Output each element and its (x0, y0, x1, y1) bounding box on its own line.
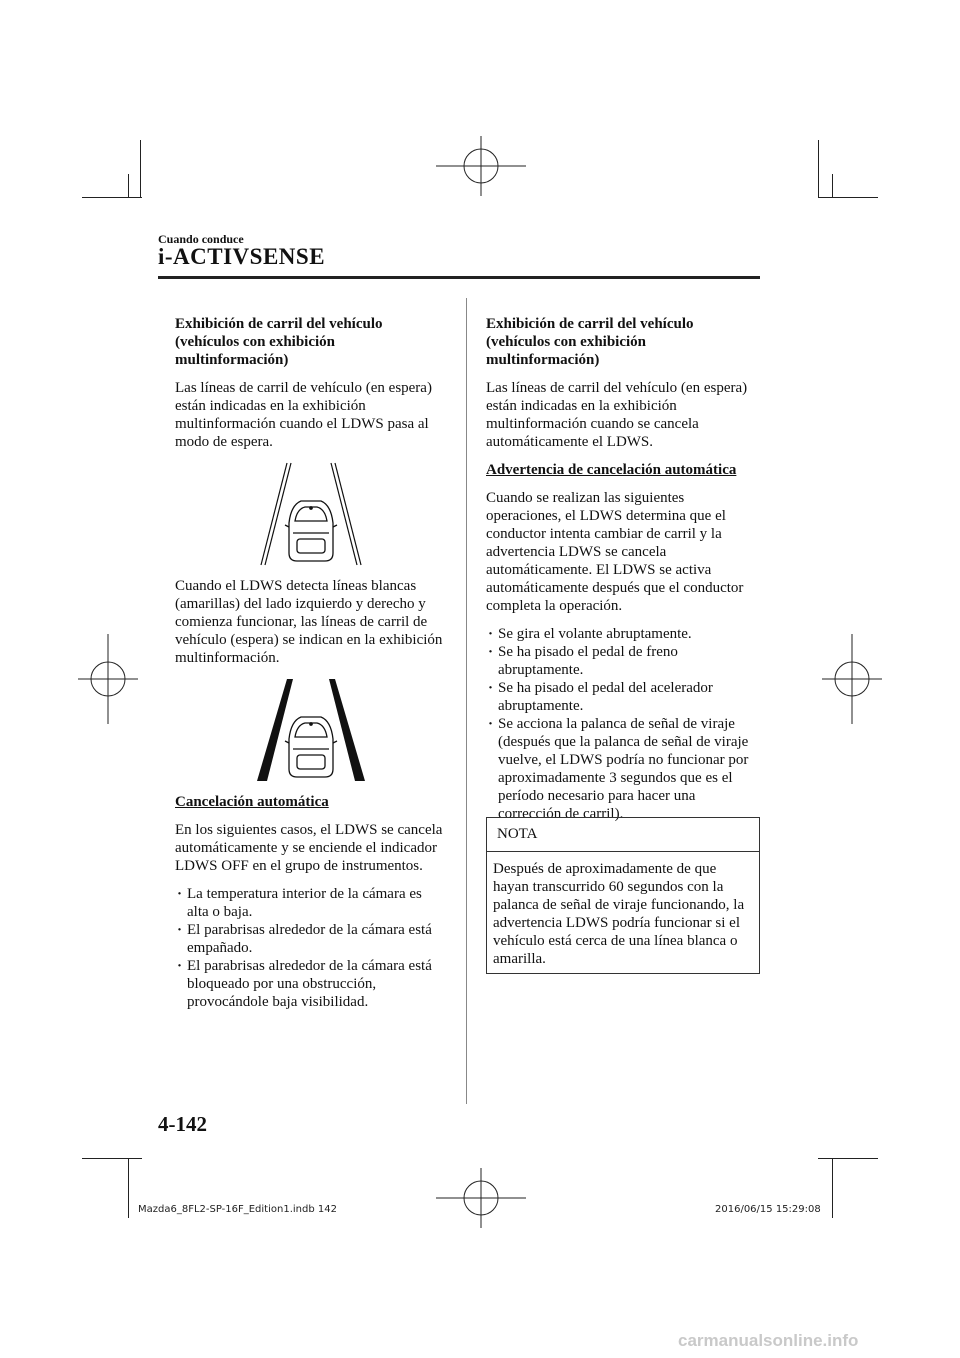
list-item: · Se ha pisado el pedal de freno abruptamente. (486, 643, 758, 679)
registration-mark-left-icon (78, 634, 138, 724)
watermark: carmanualsonline.info (678, 1331, 859, 1350)
list-item: · Se gira el volante abruptamente. (486, 625, 758, 643)
auto-cancel-paragraph: En los siguientes casos, el LDWS se cancela automáticamente y se enciende el indicador LDWS OFF en el grupo de instrumentos. (175, 822, 443, 874)
list-item: · Se ha pisado el pedal del acelerador abruptamente. (486, 679, 758, 715)
auto-cancel-heading: Cancelación automática (175, 794, 329, 810)
car-icon (285, 501, 337, 561)
registration-mark-top-icon (436, 136, 526, 196)
header-rule (158, 276, 760, 279)
note-text: Después de aproximadamente de que hayan transcurrido 60 segundos con la palanca de señal de viraje funcionando, la advertencia LDWS podría funcionar si el vehículo está cerca de una línea blanca o amarilla. (493, 861, 745, 967)
car-icon (285, 717, 337, 777)
registration-mark-bottom-icon (436, 1168, 526, 1228)
list-item: · El parabrisas alrededor de la cámara está bloqueado por una obstrucción, provocándole baja visibilidad. (175, 957, 443, 1011)
lane-display-standby-figure (239, 461, 379, 567)
footer-timestamp: 2016/06/15 15:29:08 (715, 1204, 821, 1215)
left-paragraph-1: Las líneas de carril de vehículo (en espera) están indicadas en la exhibición multinformación cuando el LDWS pasa al modo de espera. (175, 380, 432, 450)
right-paragraph-1: Las líneas de carril del vehículo (en espera) están indicadas en la exhibición multinformación cuando se cancela automáticamente el LDWS. (486, 380, 748, 450)
list-item: · Se acciona la palanca de señal de viraje (después que la palanca de señal de viraje vuelve, el LDWS podría no funcionar por aproximadamente 3 segundos que es el período necesario para hacer una corrección de carril). (486, 715, 758, 823)
list-item: · El parabrisas alrededor de la cámara está empañado. (175, 921, 443, 957)
left-heading: Exhibición de carril del vehículo (vehículos con exhibición multinformación) (175, 316, 383, 368)
right-heading: Exhibición de carril del vehículo (vehículos con exhibición multinformación) (486, 316, 694, 368)
column-divider (466, 298, 467, 1104)
lane-display-active-figure (239, 677, 379, 783)
page-number: 4-142 (158, 1112, 207, 1136)
list-item: · La temperatura interior de la cámara es alta o baja. (175, 885, 443, 921)
registration-mark-right-icon (822, 634, 882, 724)
auto-cancel-list (175, 885, 443, 1011)
left-paragraph-2: Cuando el LDWS detecta líneas blancas (amarillas) del lado izquierdo y derecho y comienza funcionar, las líneas de carril de vehículo (espera) se indican en la exhibición multinformación. (175, 578, 443, 666)
auto-cancel-warning-heading: Advertencia de cancelación automática (486, 462, 737, 478)
note-box (486, 817, 760, 974)
auto-cancel-warning-paragraph: Cuando se realizan las siguientes operaciones, el LDWS determina que el conductor intenta cambiar de carril y la advertencia LDWS se cancela automáticamente. El LDWS se activa automáticamente después que el conductor completa la operación. (486, 490, 744, 614)
page-title: i-ACTIVSENSE (158, 244, 326, 269)
right-column (486, 315, 758, 833)
section-label: Cuando conduce (158, 232, 244, 246)
footer-file-info: Mazda6_8FL2-SP-16F_Edition1.indb 142 (138, 1204, 337, 1215)
warning-operations-list (486, 625, 758, 823)
left-column (175, 315, 443, 1021)
note-title: NOTA (487, 818, 759, 852)
